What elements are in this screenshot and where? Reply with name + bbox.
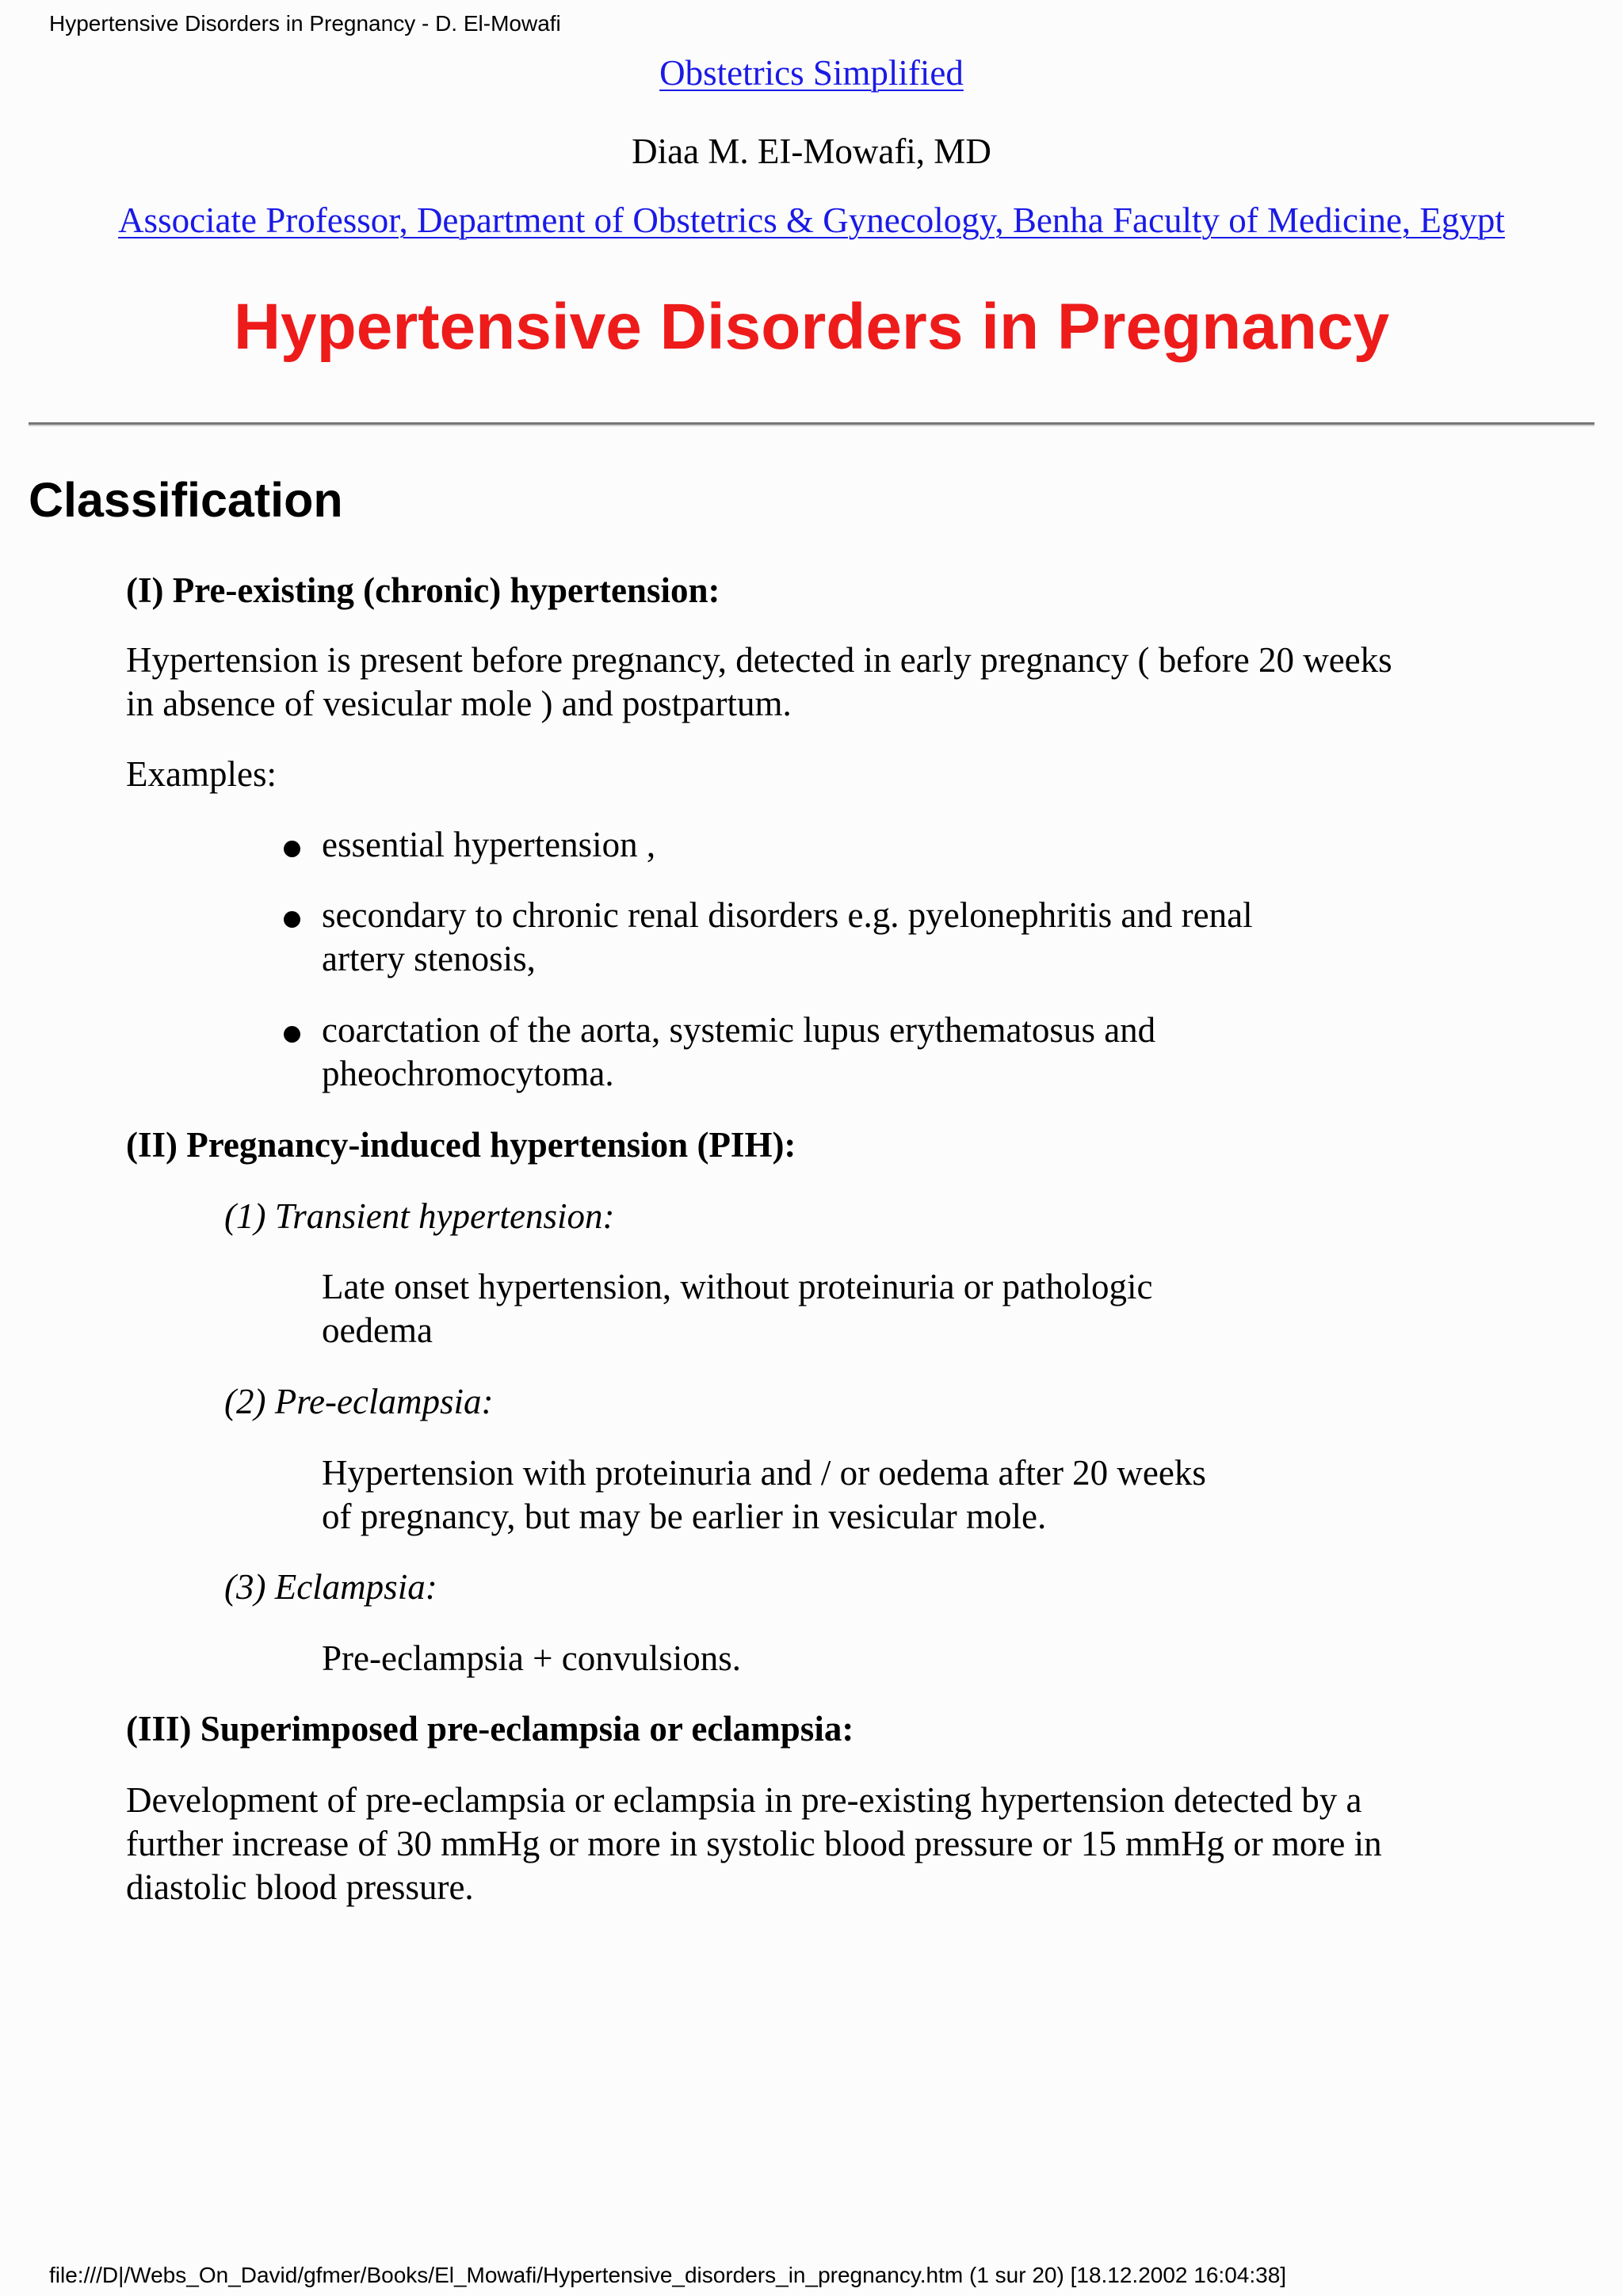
pih-item-3-line-1: Pre-eclampsia + convulsions. <box>322 1638 742 1678</box>
examples-label: Examples: <box>126 754 277 794</box>
part3-paragraph-line-2: further increase of 30 mmHg or more in systolic blood pressure or 15 mmHg or more in <box>126 1824 1382 1863</box>
pih-item-1-line-2: oedema <box>322 1310 433 1350</box>
example-item-3-line-1: coarctation of the aorta, systemic lupus erythematosus and <box>322 1010 1156 1050</box>
series-line <box>0 52 1623 93</box>
part3-paragraph-line-3: diastolic blood pressure. <box>126 1867 474 1907</box>
pih-item-2-label: (2) Pre-eclampsia: <box>224 1382 494 1421</box>
part3-heading: (III) Superimposed pre-eclampsia or eclampsia: <box>126 1709 854 1749</box>
author-name: Diaa M. EI-Mowafi, MD <box>632 132 991 171</box>
bullet-icon <box>284 841 300 857</box>
page-title: Hypertensive Disorders in Pregnancy <box>233 291 1390 363</box>
example-item-2-line-2: artery stenosis, <box>322 939 536 978</box>
pih-item-1-label: (1) Transient hypertension: <box>224 1196 615 1236</box>
affiliation-line <box>0 200 1623 241</box>
example-item-2-line-1: secondary to chronic renal disorders e.g. pyelonephritis and renal <box>322 895 1253 935</box>
example-item-3-line-2: pheochromocytoma. <box>322 1054 614 1093</box>
example-item-1-line-1: essential hypertension , <box>322 825 656 864</box>
pih-item-2-line-2: of pregnancy, but may be earlier in vesicular mole. <box>322 1497 1047 1536</box>
bullet-icon <box>284 1026 300 1043</box>
part1-heading: (I) Pre-existing (chronic) hypertension: <box>126 570 720 610</box>
pih-item-3-label: (3) Eclampsia: <box>224 1567 437 1607</box>
part2-heading: (II) Pregnancy-induced hypertension (PIH): <box>126 1125 796 1165</box>
affiliation-link[interactable]: Associate Professor, Department of Obstetrics & Gynecology, Benha Faculty of Medicine, Egypt <box>118 200 1505 240</box>
part3-paragraph-line-1: Development of pre-eclampsia or eclampsia in pre-existing hypertension detected by a <box>126 1780 1362 1820</box>
series-link[interactable]: Obstetrics Simplified <box>659 53 964 93</box>
pih-item-2-line-1: Hypertension with proteinuria and / or oedema after 20 weeks <box>322 1453 1206 1493</box>
part1-paragraph-line-1: Hypertension is present before pregnancy, detected in early pregnancy ( before 20 weeks <box>126 640 1392 680</box>
pih-item-1-line-1: Late onset hypertension, without proteinuria or pathologic <box>322 1267 1153 1306</box>
print-header: Hypertensive Disorders in Pregnancy - D. El-Mowafi <box>49 11 561 36</box>
part1-paragraph-line-2: in absence of vesicular mole ) and postpartum. <box>126 684 792 723</box>
section-heading-classification: Classification <box>29 473 343 527</box>
horizontal-rule <box>29 422 1594 426</box>
print-footer: file:///D|/Webs_On_David/gfmer/Books/El_Mowafi/Hypertensive_disorders_in_pregnancy.htm (1 sur 20) [18.12.2002 16:04:38] <box>49 2263 1287 2287</box>
bullet-icon <box>284 911 300 928</box>
